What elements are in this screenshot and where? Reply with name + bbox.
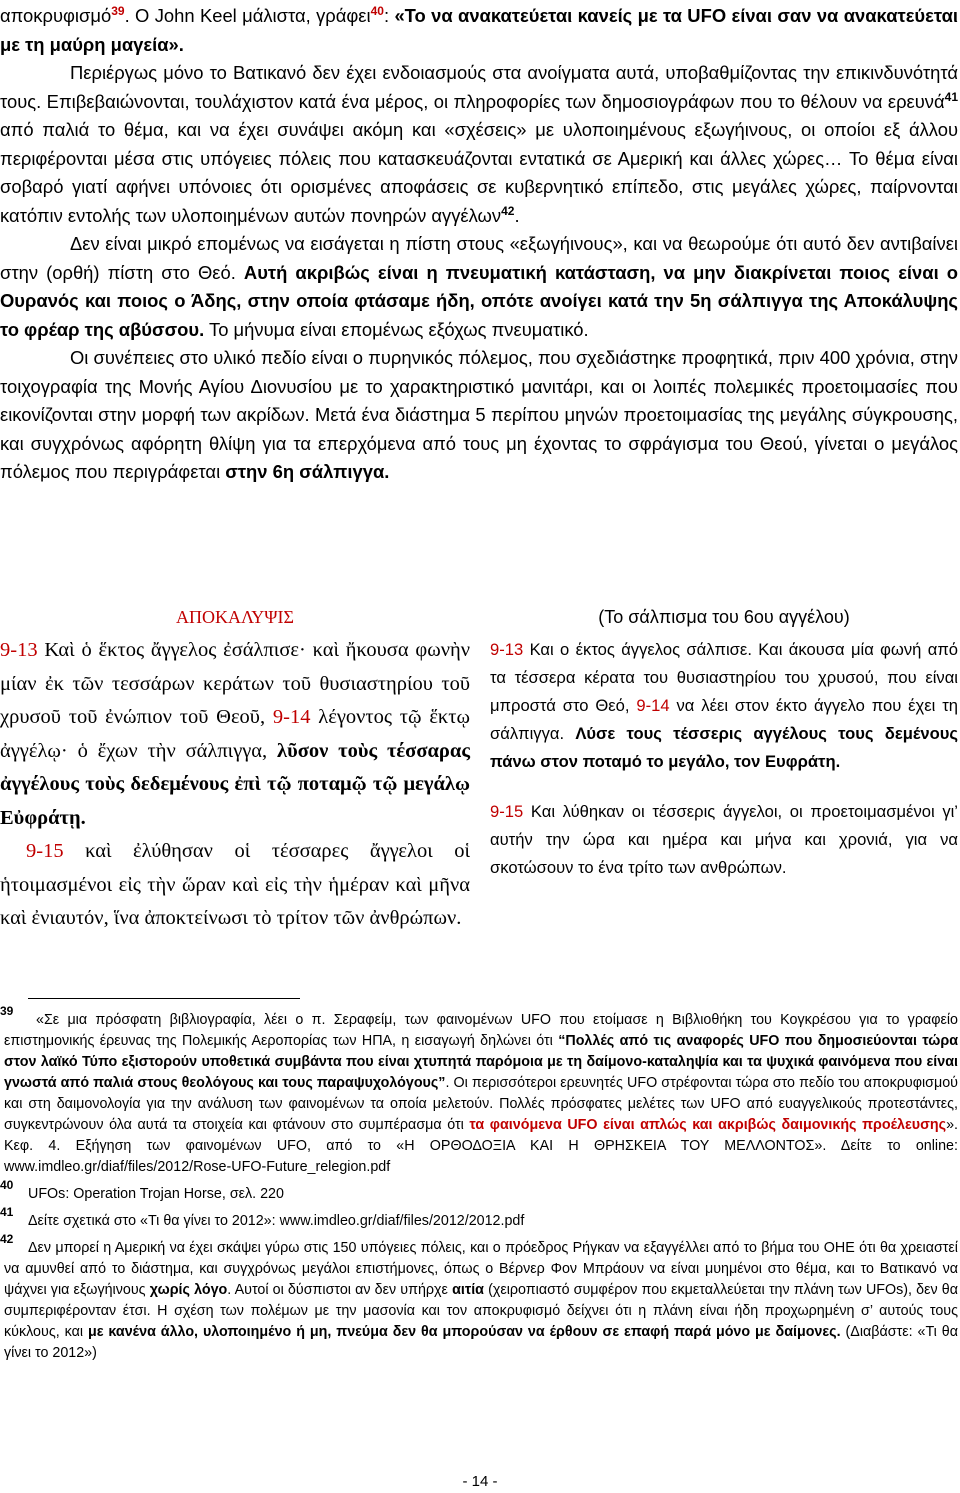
footnote-number: 39 (0, 1004, 14, 1018)
paragraph-2: Περιέργως μόνο το Βατικανό δεν έχει ενδοιασμούς στα ανοίγματα αυτά, υποβαθμίζοντας την επικινδυνότητά τους. Επιβεβαιώνονται, τουλάχιστον κατά ένα μέρος, οι πληροφορίες των δημοσιογράφων που το θέλουν να ερευνά$^{41}$ από παλιά το θέμα, και να έχει συνάψει ακόμη και «σχέσεις» με υλοποιημένους εξωγήινους, οι οποίοι εξ άλλου περιφέρονται μέσα στις υπόγειες πόλεις που κατασκευάζονται εντατικά σε Αμερική και άλλες χώρες… Το θέμα είναι σοβαρό γιατί αφήνει υπόνοιες ότι ορισμένες αποφάσεις σε κυβερνητικό επίπεδο, στις μεγάλες χώρες, παίρνονται κατόπιν εντολής των υλοποιημένων αυτών πονηρών αγγέλων$^{42}$. (0, 62, 958, 226)
modern-verse-9-15: 9-15 Και λύθηκαν οι τέσσερις άγγελοι, οι προετοιμασμένοι γι’ αυτήν την ώρα και ημέρα και μήνα και χρονιά, για να σκοτώσουν το ένα τρίτο των ανθρώπων. (490, 802, 958, 877)
footnote-number: 40 (0, 1178, 14, 1192)
footnote-number: 42 (0, 1232, 14, 1246)
footnote-ref-41[interactable]: 41 (944, 89, 958, 104)
paragraph-1: αποκρυφισμό$^{39}$. Ο John Keel μάλιστα, γράφει$^{40}$: «Το να ανακατεύεται κανείς με τα UFO είναι σαν να ανακατεύεται με τη μαύρη μαγεία». (0, 3, 958, 55)
verse-number: 9-15 (26, 840, 64, 862)
greek-verse-9-13: 9-13 Καὶ ὁ ἕκτος ἄγγελος ἐσάλπισε· καὶ ἤκουσα φωνὴν μίαν ἐκ τῶν τεσσάρων κεράτων τοῦ θυσιαστηρίου τοῦ χρυσοῦ τοῦ ἐνώπιον τοῦ Θεοῦ, 9-14 λέγοντος τῷ ἕκτῳ ἀγγέλῳ· ὁ ἔχων τὴν σάλπιγγα, λῦσον τοὺς τέσσαρας ἀγγέλους τοὺς δεδεμένους ἐπὶ τῷ ποταμῷ τῷ μεγάλῳ Εὐφράτῃ. (0, 639, 470, 829)
verse-number: 9-13 (490, 640, 524, 659)
verse-number: 9-14 (636, 696, 670, 715)
footnote-41: 41 Δείτε σχετικά στο «Τι θα γίνει το 2012»: www.imdleo.gr/diaf/files/2012/2012.pdf (0, 1205, 525, 1229)
verse-number: 9-13 (0, 639, 38, 661)
paragraph-4: Οι συνέπειες στο υλικό πεδίο είναι ο πυρηνικός πόλεμος, που σχεδιάστηκε προφητικά, πριν 400 χρόνια, στην τοιχογραφία της Μονής Αγίου Διονυσίου με το χαρακτηριστικό μανιτάρι, και οι λοιπές πολεμικές προετοιμασίες που εικονίζονται στην μορφή των ακρίδων. Μετά ένα διάστημα 5 περίπου μηνών προετοιμασίας της μεγάλης σύγκρουσης, και συγχρόνως αφόρητη θλίψη για τα επερχόμενα από τους μη έχοντας το σφράγισμα του Θεού, γίνεται ο μεγάλος πόλεμος που περιγράφεται στην 6η σάλπιγγα. (0, 347, 958, 482)
footnote-ref-42[interactable]: 42 (501, 203, 515, 218)
modern-column-title: (Το σάλπισμα του 6ου αγγέλου) (598, 607, 850, 627)
footnote-ref-39[interactable]: 39 (111, 3, 125, 18)
greek-verse-9-15: 9-15 καὶ ἐλύθησαν οἱ τέσσαρες ἄγγελοι οἱ ἡτοιμασμένοι εἰς τὴν ὥραν καὶ εἰς τὴν ἡμέραν καὶ μῆνα καὶ ἐνιαυτόν, ἵνα ἀποκτείνωσι τὸ τρίτον τῶν ἀνθρώπων. (0, 840, 470, 929)
paragraph-3: Δεν είναι μικρό επομένως να εισάγεται η πίστη στους «εξωγήινους», και να θεωρούμε ότι αυτό δεν αντιβαίνει στην (ορθή) πίστη στο Θεό. Αυτή ακριβώς είναι η πνευματική κατάσταση, να μην διακρίνεται ποιος είναι ο Ουρανός και ποιος ο Άδης, στην οποία φτάσαμε ήδη, οπότε ανοίγει κατά την 5η σάλπιγγα της Αποκάλυψης το φρέαρ της αβύσσου. Το μήνυμα είναι επομένως εξόχως πνευματικό. (0, 233, 958, 340)
modern-greek-column (490, 600, 958, 882)
footnote-39: 39 «Σε μια πρόσφατη βιβλιογραφία, λέει ο π. Σεραφείμ, των φαινομένων UFO που ετοίμασε η Βιβλιοθήκη του Κογκρέσου για το γραφείο επιστημονικής έρευνας της Πολεμικής Αεροπορίας των ΗΠΑ, η εισαγωγή δηλώνει ότι “Πολλές από τις αναφορές UFO που δημοσιεύονται τώρα στον λαϊκό Τύπο εξιστορούν υποθετικά συμβάντα που είναι χτυπητά παρόμοια με τη δαίμονο-καταληψία και τα ψυχικά φαινόμενα που είναι γνωστά από παλιά στους θεολόγους και τους παραψυχολόγους”. Οι περισσότεροι ερευνητές UFO στρέφονται τώρα στο πεδίο του αποκρυφισμού και στη δαιμονολογία για την ανάλυση των φαινομένων τα οποία μελετούν. Πολλές πρόσφατες μελέτες των UFO από ευαγγελικούς προτεστάντες, συγκεντρώνουν όλα αυτά τα στοιχεία και φτάνουν στο συμπέρασμα ότι τα φαινόμενα UFO είναι απλώς και ακριβώς δαιμονικής προέλευσης». Κεφ. 4. Εξήγηση των φαινομένων UFO, από το «Η ΟΡΘΟΔΟΞΙΑ ΚΑΙ Η ΘΡΗΣΚΕΙΑ ΤΟΥ ΜΕΛΛΟΝΤΟΣ». Δείτε το online: www.imdleo.gr/diaf/files/2012/Rose-UFO-Future_relegion.pdf (0, 1004, 959, 1175)
footnote-42: 42 Δεν μπορεί η Αμερική να έχει σκάψει γύρω στις 150 υπόγειες πόλεις, και ο πρόεδρος Ρήγκαν να εξαγγέλλει από το βήμα του ΟΗΕ ότι θα χρειαστεί να αμυνθεί από το διάστημα, και συγχρόνως μεγάλοι επιστήμονες, όπως ο Βέρνερ Φον Μπράουν να είναι μυημένοι στο θέμα, και το Βατικανό να ψάχνει για εξωγήινους χωρίς λόγο. Αυτοί οι δύσπιστοι αν δεν υπήρχε αιτία (χειροπιαστό συμφέρον που εκμεταλλεύεται την πλάνη των UFOs), δεν θα συμπεριφέρονταν έτσι. Η σχέση των πολέμων με την μασονία και τον αποκρυφισμό δείχνει ότι η πλάνη είναι ήδη προχωρημένη σ’ αυτούς τους κύκλους, και με κανένα άλλο, υλοποιημένο ή μη, πνεύμα δεν θα μπορούσαν να έρθουν σε επαφή παρά μόνο με δαίμονες. (Διαβάστε: «Τι θα γίνει το 2012») (0, 1232, 958, 1361)
main-text (0, 2, 958, 487)
scripture-columns (0, 600, 960, 980)
greek-column-title: ΑΠΟΚΑΛΥΨΙΣ (175, 607, 295, 627)
modern-verse-9-13: 9-13 Και ο έκτος άγγελος σάλπισε. Και άκουσα μία φωνή από τα τέσσερα κέρατα του θυσιαστηρίου του χρυσού, που είναι μπροστά στο Θεό, 9-14 να λέει στον έκτο άγγελο που έχει τη σάλπιγγα. Λύσε τους τέσσερις αγγέλους τους δεμένους πάνω στον ποταμό το μεγάλο, τον Ευφράτη. (490, 640, 958, 771)
verse-number: 9-14 (272, 706, 311, 728)
footnote-separator (28, 998, 300, 999)
quote-bold: «Το να ανακατεύεται κανείς με τα UFO είναι σαν να ανακατεύεται με τη μαύρη μαγεία». (0, 5, 958, 55)
footnotes (0, 1004, 959, 1364)
footnote-ref-40[interactable]: 40 (370, 3, 384, 18)
greek-column (0, 600, 470, 936)
footnote-number: 41 (0, 1205, 14, 1219)
footnote-40: 40 UFOs: Operation Trojan Horse, σελ. 220 (0, 1178, 284, 1202)
page-number: - 14 - (462, 1473, 498, 1490)
verse-number: 9-15 (490, 802, 524, 821)
